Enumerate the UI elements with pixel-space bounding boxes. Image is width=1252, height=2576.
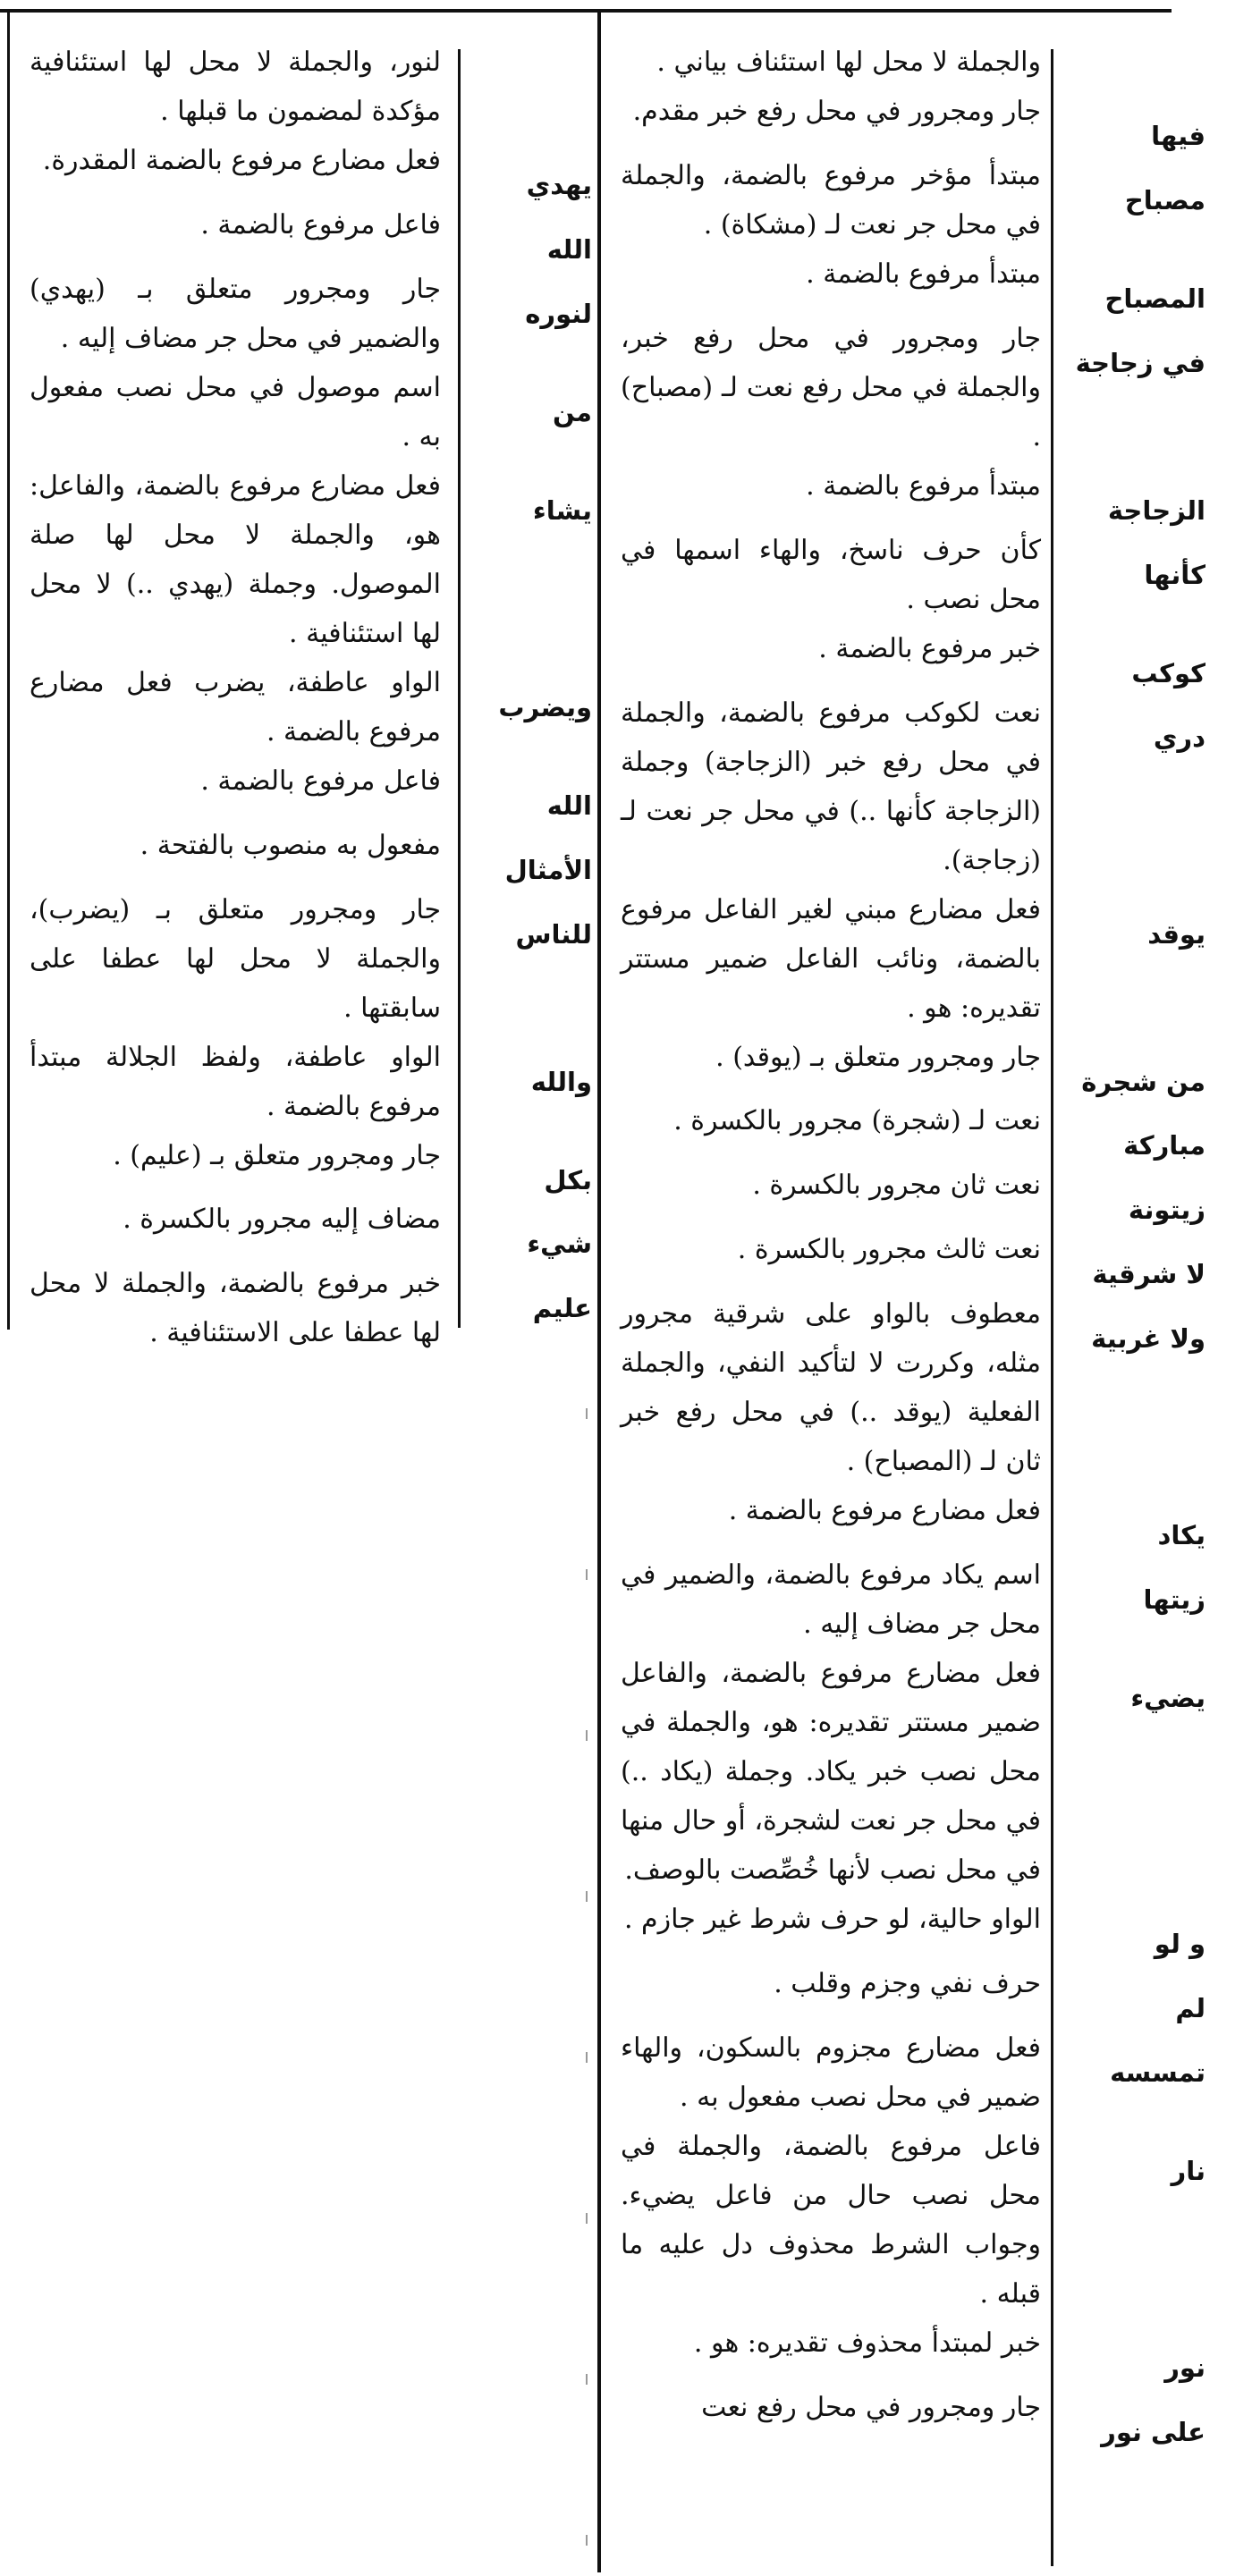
entry-row <box>615 461 1205 526</box>
entry-row <box>20 756 592 821</box>
entry-word: يشاء <box>532 494 592 526</box>
entry-description: جار ومجرور متعلق بـ (عليم) . <box>113 1139 441 1171</box>
entry-description: مبتدأ مرفوع بالضمة . <box>806 258 1041 290</box>
entry-word: يهدي <box>526 170 592 200</box>
center-divider <box>597 11 601 2572</box>
entry-row <box>615 151 1205 249</box>
entry-row <box>615 1096 1205 1161</box>
entry-word: في زجاجة <box>1075 347 1205 378</box>
entry-row <box>615 87 1205 151</box>
entry-word: دري <box>1153 722 1205 753</box>
entry-word: مباركة <box>1123 1130 1205 1161</box>
left-column <box>20 38 592 1357</box>
entry-word: على نور <box>1101 2416 1205 2447</box>
margin-mark <box>586 2052 588 2063</box>
entry-word: يكاد <box>1157 1520 1205 1551</box>
entry-word <box>453 38 592 73</box>
entry-row <box>20 885 592 1033</box>
entry-word: الزجاجة <box>1107 494 1205 526</box>
entry-description: خبر مرفوع بالضمة، والجملة لا محل لها عطفا على الاستئنافية . <box>30 1268 441 1349</box>
entry-description: فعل مضارع مجزوم بالسكون، والهاء ضمير في محل نصب مفعول به . <box>621 2031 1041 2113</box>
entry-word: ويضرب <box>498 691 592 722</box>
entry-word: الله <box>546 233 592 265</box>
entry-row <box>20 1033 592 1131</box>
entry-description: الواو عاطفة، يضرب فعل مضارع مرفوع بالضمة . <box>30 666 441 747</box>
entry-word: زيتونة <box>1128 1195 1205 1226</box>
entry-row <box>20 363 592 461</box>
entry-row <box>615 624 1205 688</box>
entry-word: كأنها <box>1144 559 1205 590</box>
entry-word: تمسسه <box>1110 2057 1205 2088</box>
entry-description: فعل مضارع مرفوع بالضمة، والفاعل: هو، والجملة لا محل لها صلة الموصول. وجملة (يهدي ..) لا محل لها استئنافية . <box>30 469 441 649</box>
margin-mark <box>586 1569 588 1580</box>
entry-row <box>20 461 592 658</box>
margin-mark <box>586 1730 588 1741</box>
entry-row <box>20 136 592 200</box>
entry-row <box>615 2383 1205 2447</box>
entry-description: نعت ثالث مجرور بالكسرة . <box>737 1234 1041 1266</box>
entry-description: لنور، والجملة لا محل لها استئنافية مؤكدة لمضمون ما قبلها . <box>30 46 441 127</box>
entry-description: اسم يكاد مرفوع بالضمة، والضمير في محل جر مضاف إليه . <box>621 1559 1041 1641</box>
entry-row <box>615 2023 1205 2122</box>
entry-row <box>615 1550 1205 1649</box>
entry-word: نور <box>1164 2352 1205 2383</box>
entry-description: فعل مضارع مبني لغير الفاعل مرفوع بالضمة، ونائب الفاعل ضمير مستتر تقديره: هو . <box>621 893 1041 1024</box>
entry-description: معطوف بالواو على شرقية مجرور مثله، وكررت لا لتأكيد النفي، والجملة الفعلية (يوقد ..) في محل رفع خبر ثان لـ (المصباح) . <box>621 1298 1041 1478</box>
entry-word: عليم <box>532 1293 592 1324</box>
entry-description: مبتدأ مرفوع بالضمة . <box>806 469 1041 502</box>
entry-row <box>20 1259 592 1357</box>
entry-word: يضيء <box>1130 1683 1205 1714</box>
entry-word: من شجرة <box>1081 1066 1205 1097</box>
entry-word: يوقد <box>1147 918 1205 950</box>
entry-row <box>615 1649 1205 1895</box>
margin-mark <box>586 2374 588 2385</box>
entry-word: شيء <box>527 1229 592 1260</box>
entry-word: ولا غربية <box>1091 1323 1205 1355</box>
entry-row <box>615 314 1205 461</box>
entry-description: نعت لـ (شجرة) مجرور بالكسرة . <box>673 1105 1041 1137</box>
entry-description: فاعل مرفوع بالضمة، والجملة في محل نصب حال من فاعل يضيء. وجواب الشرط محذوف دل عليه ما قبله . <box>621 2130 1041 2310</box>
entry-row <box>615 1895 1205 1959</box>
entry-description: جار ومجرور متعلق بـ (يوقد) . <box>715 1041 1041 1073</box>
entry-row <box>615 38 1205 87</box>
entry-description: فاعل مرفوع بالضمة . <box>200 764 441 797</box>
entry-word: للناس <box>515 918 592 950</box>
margin-mark <box>586 2535 588 2546</box>
entry-word: و لو <box>1154 1929 1205 1960</box>
entry-word: لا شرقية <box>1092 1259 1205 1290</box>
entry-word: نار <box>1171 2155 1205 2186</box>
margin-mark <box>586 1891 588 1902</box>
entry-row <box>615 1033 1205 1097</box>
entry-description: حرف نفي وجزم وقلب . <box>774 1967 1041 1999</box>
entry-word: كوكب <box>1131 657 1205 688</box>
entry-row <box>615 2122 1205 2318</box>
entry-description: فعل مضارع مرفوع بالضمة، والفاعل ضمير مستتر تقديره: هو، والجملة في محل نصب خبر يكاد. وجملة (يكاد ..) في محل جر نعت لشجرة، أو حال منها في محل نصب لأنها خُصِّصت بالوصف. <box>621 1658 1041 1887</box>
entry-row <box>20 200 592 265</box>
entry-row <box>20 821 592 885</box>
entry-row <box>615 1225 1205 1289</box>
entry-row <box>615 688 1205 885</box>
entry-row <box>20 38 592 136</box>
entry-row <box>615 249 1205 314</box>
entry-row <box>20 658 592 756</box>
entry-row <box>615 1959 1205 2023</box>
entry-word: بكل <box>544 1164 592 1195</box>
entry-description: خبر مرفوع بالضمة . <box>818 632 1041 664</box>
entry-row <box>615 1486 1205 1550</box>
entry-word: والله <box>530 1066 592 1097</box>
entry-description: اسم موصول في محل نصب مفعول به . <box>30 371 441 452</box>
entry-description: والجملة لا محل لها استئناف بياني . <box>656 46 1041 78</box>
entry-word: زيتها <box>1143 1584 1205 1616</box>
entry-word: مصباح <box>1124 184 1205 215</box>
entry-row <box>20 265 592 363</box>
entry-row <box>20 1195 592 1259</box>
entry-word <box>1053 38 1205 73</box>
entry-description: مفعول به منصوب بالفتحة . <box>140 829 441 861</box>
entry-word: المصباح <box>1104 283 1205 314</box>
entry-description: فاعل مرفوع بالضمة . <box>200 208 441 241</box>
entry-word: الله <box>546 790 592 821</box>
margin-mark <box>586 1408 588 1419</box>
entry-word: لم <box>1175 1992 1205 2023</box>
entry-description: مبتدأ مؤخر مرفوع بالضمة، والجملة في محل جر نعت لـ (مشكاة) . <box>621 159 1041 241</box>
entry-description: نعت لكوكب مرفوع بالضمة، والجملة في محل رفع خبر (الزجاجة) وجملة (الزجاجة كأنها ..) في محل جر نعت لـ (زجاجة). <box>621 697 1041 876</box>
entry-description: كأن حرف ناسخ، والهاء اسمها في محل نصب . <box>621 534 1041 615</box>
entry-word: فيها <box>1151 121 1205 151</box>
entry-description: فعل مضارع مرفوع بالضمة المقدرة. <box>42 145 441 176</box>
entry-description: جار ومجرور متعلق بـ (يهدي) والضمير في محل جر مضاف إليه . <box>30 273 441 354</box>
entry-description: نعت ثان مجرور بالكسرة . <box>752 1170 1041 1202</box>
right-column <box>615 38 1205 2447</box>
entry-row <box>615 1161 1205 1225</box>
entry-description: جار ومجرور في محل رفع خبر، والجملة في محل رفع نعت لـ (مصباح) . <box>621 322 1041 452</box>
entry-description: خبر لمبتدأ محذوف تقديره: هو . <box>693 2327 1041 2359</box>
entry-description: الواو حالية، لو حرف شرط غير جازم . <box>623 1904 1041 1936</box>
entry-row <box>615 1289 1205 1486</box>
entry-row <box>615 2318 1205 2383</box>
entry-word: الأمثال <box>504 854 592 885</box>
entry-description: جار ومجرور في محل رفع خبر مقدم. <box>632 96 1041 127</box>
entry-row <box>20 1131 592 1195</box>
margin-mark <box>586 2213 588 2224</box>
top-rule <box>0 9 1172 13</box>
entry-row <box>615 526 1205 624</box>
entry-description: جار ومجرور في محل رفع نعت <box>701 2391 1041 2423</box>
entry-description: جار ومجرور متعلق بـ (يضرب)، والجملة لا محل لها عطفا على سابقتها . <box>30 893 441 1024</box>
entry-description: فعل مضارع مرفوع بالضمة . <box>728 1495 1041 1527</box>
entry-description: مضاف إليه مجرور بالكسرة . <box>123 1204 441 1236</box>
entry-description: الواو عاطفة، ولفظ الجلالة مبتدأ مرفوع بالضمة . <box>30 1041 441 1122</box>
entry-row <box>615 885 1205 1033</box>
entry-word: من <box>552 396 592 427</box>
entry-word: لنوره <box>525 298 592 329</box>
left-column-outer-rule <box>7 11 10 1330</box>
